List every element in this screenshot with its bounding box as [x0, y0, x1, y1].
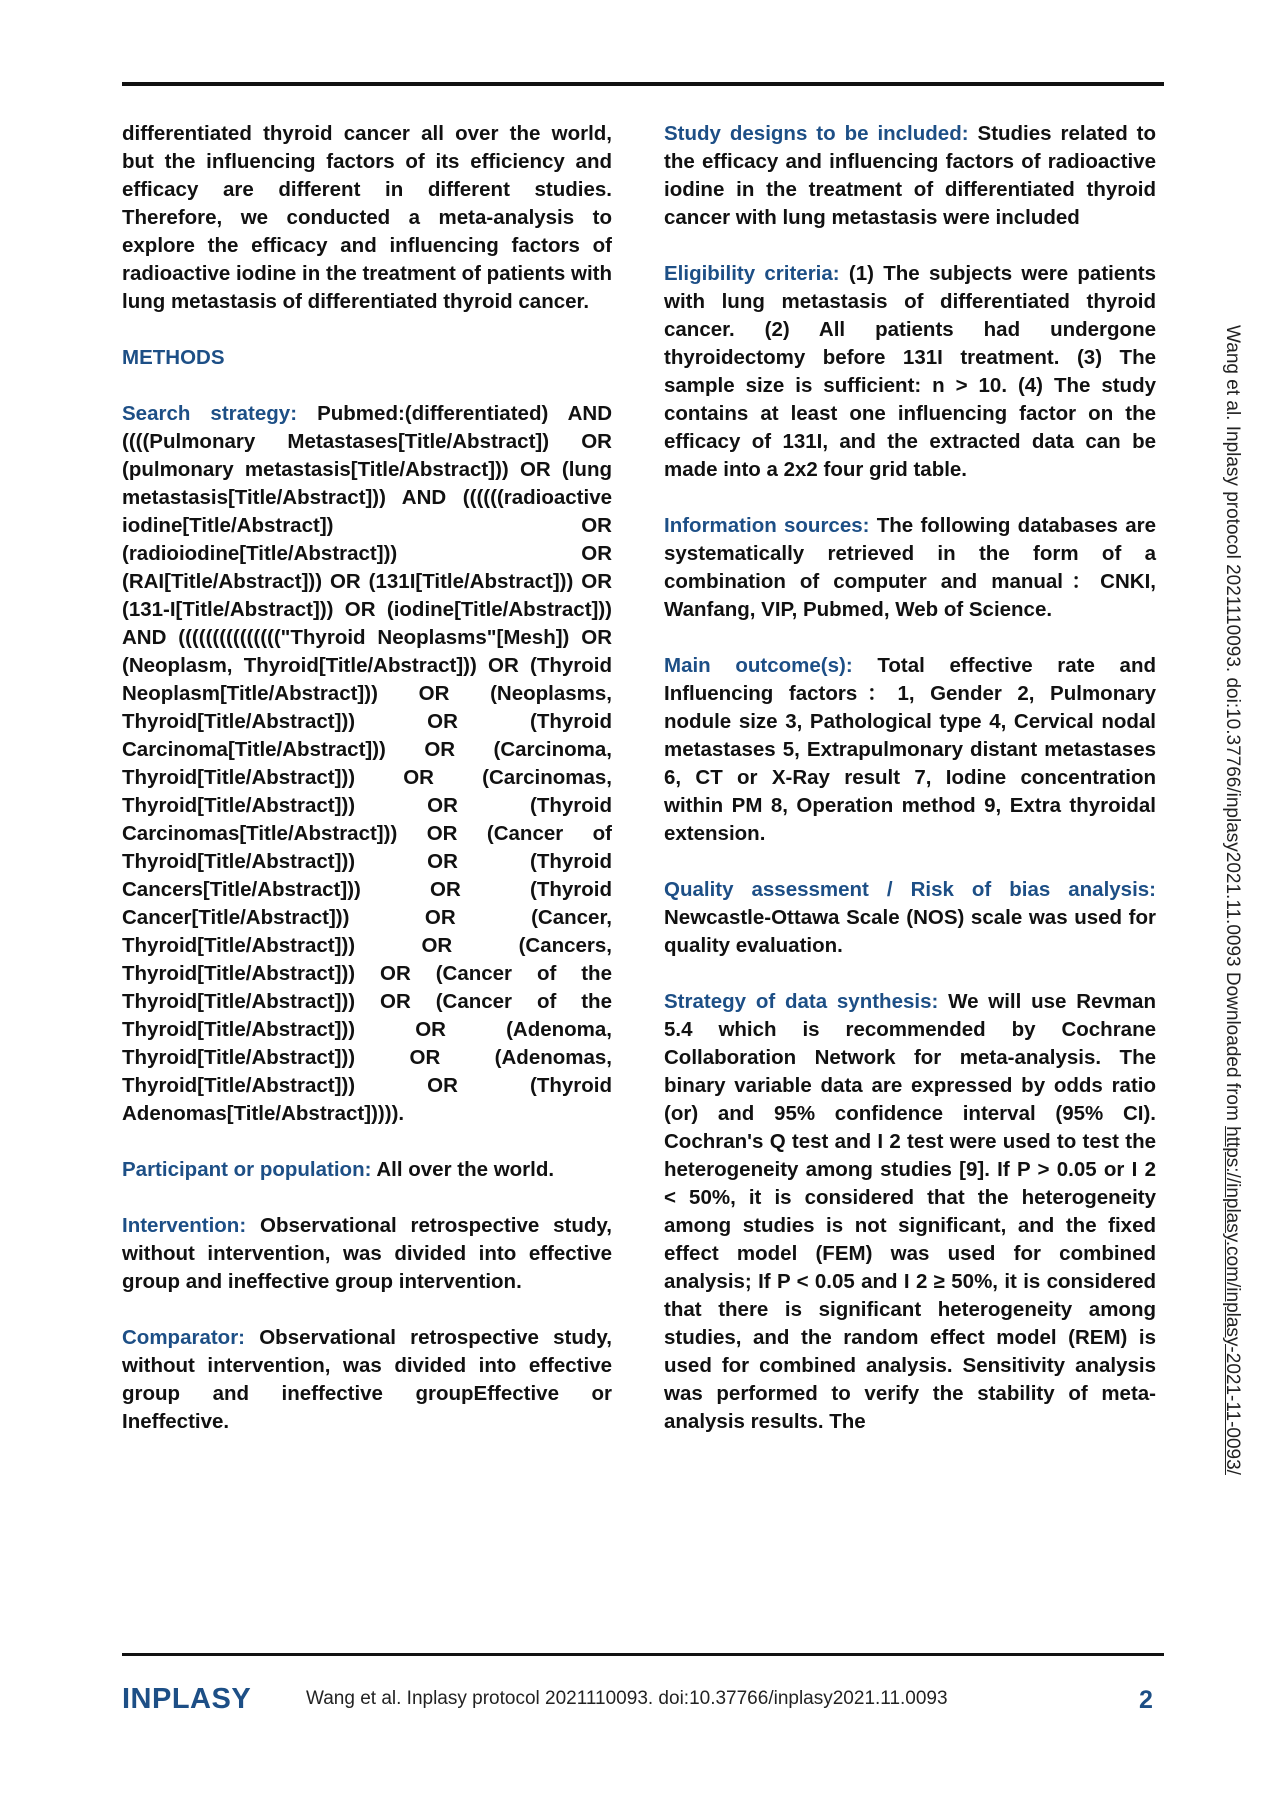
top-rule: [122, 82, 1164, 86]
sidebar-download-link[interactable]: https://inplasy.com/inplasy-2021-11-0093/: [1222, 1126, 1243, 1475]
sidebar-citation-text: Wang et al. Inplasy protocol 2021110093. doi:10.37766/inplasy2021.11.0093 Downloaded from: [1222, 325, 1243, 1127]
comparator-section: [122, 1324, 612, 1436]
footer-brand-logo: INPLASY: [122, 1683, 252, 1715]
vertical-citation-sidebar: [1219, 150, 1245, 1650]
intervention-label: Intervention:: [122, 1214, 247, 1237]
intervention-section: [122, 1212, 612, 1296]
data-synthesis-section: [664, 988, 1156, 1436]
comparator-text: Observational retrospective study, without intervention, was divided into effective group and ineffective groupEffective or Ineffective.: [122, 1326, 612, 1433]
search-strategy-section: [122, 400, 612, 1128]
main-outcomes-label: Main outcome(s):: [664, 654, 853, 677]
page-number: 2: [1139, 1686, 1153, 1714]
data-synthesis-text: We will use Revman 5.4 which is recommended by Cochrane Collaboration Network for meta-analysis. The binary variable data are expressed by odds ratio (or) and 95% confidence interval (95% CI). Cochran's Q test and I 2 test were used to test the heterogeneity among studies [9]. If P > 0.05 or I 2 < 50%, it is considered that the heterogeneity among studies is not significant, and the fixed effect model (FEM) was used for combined analysis; If P < 0.05 and I 2 ≥ 50%, it is considered that there is significant heterogeneity among studies, and the random effect model (REM) is used for combined analysis. Sensitivity analysis was performed to verify the stability of meta-analysis results. The: [664, 990, 1156, 1433]
information-sources-section: [664, 512, 1156, 624]
right-column: [664, 120, 1156, 1436]
bottom-rule: [122, 1653, 1164, 1656]
data-synthesis-label: Strategy of data synthesis:: [664, 990, 939, 1013]
intervention-text: Observational retrospective study, without intervention, was divided into effective group and ineffective group intervention.: [122, 1214, 612, 1293]
search-strategy-label: Search strategy:: [122, 402, 298, 425]
eligibility-text: (1) The subjects were patients with lung metastasis of differentiated thyroid cancer. (2) All patients had undergone thyroidectomy before 131I treatment. (3) The sample size is sufficient: n > 10. (4) The study contains at least one influencing factor on the efficacy of 131I, and the extracted data can be made into a 2x2 four grid table.: [664, 262, 1156, 481]
footer-citation: Wang et al. Inplasy protocol 2021110093. doi:10.37766/inplasy2021.11.0093: [306, 1688, 948, 1709]
information-sources-text: The following databases are systematically retrieved in the form of a combination of computer and manual：CNKI, Wanfang, VIP, Pubmed, Web of Science.: [664, 514, 1157, 621]
information-sources-label: Information sources:: [664, 514, 870, 537]
main-outcomes-text: Total effective rate and Influencing factors：1, Gender 2, Pulmonary nodule size 3, Pathological type 4, Cervical nodal metastases 5, Extrapulmonary distant metastases 6, CT or X-Ray result 7, Iodine concentration within PM 8, Operation method 9, Extra thyroidal extension.: [664, 654, 1156, 845]
quality-assessment-text: Newcastle-Ottawa Scale (NOS) scale was used for quality evaluation.: [664, 906, 1156, 957]
quality-assessment-label: Quality assessment / Risk of bias analysis:: [664, 878, 1156, 901]
quality-assessment-section: [664, 876, 1156, 960]
eligibility-section: [664, 260, 1156, 484]
main-outcomes-section: [664, 652, 1156, 848]
study-designs-label: Study designs to be included:: [664, 122, 969, 145]
comparator-label: Comparator:: [122, 1326, 246, 1349]
study-designs-text: Studies related to the efficacy and influencing factors of radioactive iodine in the treatment of differentiated thyroid cancer with lung metastasis were included: [664, 122, 1157, 229]
methods-heading: METHODS: [122, 346, 225, 369]
participant-label: Participant or population:: [122, 1158, 372, 1181]
search-strategy-text: Pubmed:(differentiated) AND ((((Pulmonary Metastases[Title/Abstract]) OR (pulmonary metastasis[Title/Abstract])) OR (lung metastasis[Title/Abstract])) AND ((((((radioactive iodine[Title/Abstract]) OR (radioiodine[Title/Abstract])) OR (RAI[Title/Abstract])) OR (131I[Title/Abstract])) OR (131-I[Title/Abstract])) OR (iodine[Title/Abstract])) AND ((((((((((((((("Thyroid Neoplasms"[Mesh]) OR (Neoplasm, Thyroid[Title/Abstract])) OR (Thyroid Neoplasm[Title/Abstract])) OR (Neoplasms, Thyroid[Title/Abstract])) OR (Thyroid Carcinoma[Title/Abstract])) OR (Carcinoma, Thyroid[Title/Abstract])) OR (Carcinomas, Thyroid[Title/Abstract])) OR (Thyroid Carcinomas[Title/Abstract])) OR (Cancer of Thyroid[Title/Abstract])) OR (Thyroid Cancers[Title/Abstract])) OR (Thyroid Cancer[Title/Abstract])) OR (Cancer, Thyroid[Title/Abstract])) OR (Cancers, Thyroid[Title/Abstract])) OR (Cancer of the Thyroid[Title/Abstract])) OR (Cancer of the Thyroid[Title/Abstract])) OR (Adenoma, Thyroid[Title/Abstract])) OR (Adenomas, Thyroid[Title/Abstract])) OR (Thyroid Adenomas[Title/Abstract])))).: [122, 402, 612, 1125]
eligibility-label: Eligibility criteria:: [664, 262, 840, 285]
intro-paragraph: differentiated thyroid cancer all over the world, but the influencing factors of its efficiency and efficacy are different in different studies. Therefore, we conducted a meta-analysis to explore the efficacy and influencing factors of radioactive iodine in the treatment of patients with lung metastasis of differentiated thyroid cancer.: [122, 122, 612, 313]
participant-section: [122, 1156, 612, 1184]
participant-text: All over the world.: [376, 1158, 555, 1181]
study-designs-section: [664, 120, 1156, 232]
left-column: [122, 120, 612, 1436]
